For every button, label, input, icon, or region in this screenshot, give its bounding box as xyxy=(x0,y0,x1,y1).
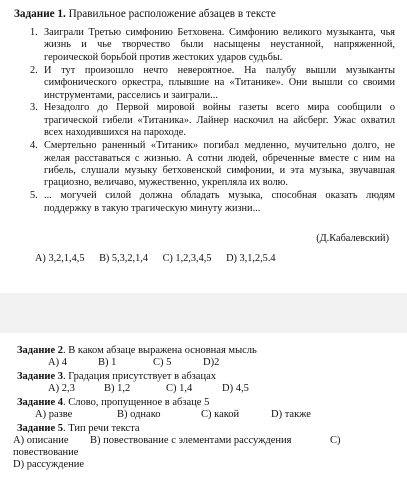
task3-title xyxy=(17,371,216,383)
task4-option-b: B) однако xyxy=(117,409,161,420)
answer-option-b: B) 5,3,2,1,4 xyxy=(99,253,148,264)
task4-option-c: C) какой xyxy=(201,409,240,420)
tasks-2-5-card xyxy=(0,333,407,480)
task1-title-bold: Задание 1. xyxy=(14,8,66,20)
paragraph-3 xyxy=(30,102,395,139)
task2-option-d: D)2 xyxy=(203,357,220,368)
paragraph-text: Смертельно раненный «Титаник» погибал медленно, мучительно долго, не желая расставаться с жизнью. А сотни людей, обреченные вместе с ним на гибель, слушали музыку бетховенской симфонии, и эта музыка, звучавшая грациозно, величаво, мужественно, укрепляла их волю. xyxy=(44,140,395,189)
paragraph-text: Заиграли Третью симфонию Бетховена. Симфонию великого музыканта, чья жизнь и чье творчество были насыщены неустанной, напряженной, героической борьбой против жестоких ударов судьбы. xyxy=(44,27,395,63)
task4-title-rest: . Слово, пропущенное в абзаце 5 xyxy=(63,397,210,408)
task2-option-c: C) 5 xyxy=(153,357,172,368)
task5-title xyxy=(17,423,140,435)
paragraph-number: 3. xyxy=(30,102,38,114)
task3-option-b: B) 1,2 xyxy=(104,383,131,394)
task5-option-d: D) рассуждение xyxy=(13,459,85,470)
task5-option-a: A) описание xyxy=(13,435,69,446)
task5-options-line1 xyxy=(13,435,341,446)
task5-title-bold: Задание 5 xyxy=(17,423,63,434)
task3-title-bold: Задание 3 xyxy=(17,371,63,382)
paragraph-list xyxy=(30,27,395,216)
task1-title xyxy=(14,8,276,21)
task2-title-bold: Задание 2 xyxy=(17,345,63,356)
paragraph-2 xyxy=(30,65,395,102)
answer-option-c: C) 1,2,3,4,5 xyxy=(162,253,212,264)
section-gap xyxy=(0,293,407,333)
task5-option-c: C) xyxy=(330,435,341,446)
paragraph-1 xyxy=(30,27,395,64)
task2-title xyxy=(17,345,257,357)
task4-option-d: D) также xyxy=(271,409,311,420)
task3-title-rest: . Градация присутствует в абзацах xyxy=(63,371,216,382)
paragraph-number: 2. xyxy=(30,64,38,76)
task3-option-a: A) 2,3 xyxy=(48,383,75,394)
task3-option-c: C) 1,4 xyxy=(166,383,193,394)
paragraph-number: 1. xyxy=(30,27,38,38)
task3-options xyxy=(48,383,249,394)
task5-title-rest: . Тип речи текста xyxy=(63,423,140,434)
paragraph-text: Незадолго до Первой мировой войны газеты всего мира сообщили о трагической гибели «Титаника». Лайнер наскочил на айсберг. Ужас охватил всех находившихся на пароходе. xyxy=(44,102,395,139)
task2-option-b: B) 1 xyxy=(98,357,117,368)
task4-title xyxy=(17,397,209,409)
task4-title-bold: Задание 4 xyxy=(17,397,63,408)
author-credit: (Д.Кабалевский) xyxy=(316,233,389,244)
task5-option-b: B) повествование с элементами рассуждения xyxy=(90,435,292,446)
task1-answer-options xyxy=(35,253,288,264)
task4-options xyxy=(35,409,311,420)
paragraph-number: 5. xyxy=(30,190,38,202)
answer-option-a: A) 3,2,1,4,5 xyxy=(35,253,85,264)
task2-title-rest: . В каком абзаце выражена основная мысль xyxy=(63,345,257,356)
task4-option-a: A) разве xyxy=(35,409,73,420)
paragraph-4 xyxy=(30,140,395,190)
task3-option-d: D) 4,5 xyxy=(222,383,249,394)
answer-option-d: D) 3,1,2,5.4 xyxy=(226,253,276,264)
paragraph-text: ... могучей силой должна обладать музыка, способная оказать людям поддержку в такую трагическую минуту жизни... xyxy=(44,190,395,214)
task1-title-rest: Правильное расположение абзацев в тексте xyxy=(65,8,276,20)
paragraph-number: 4. xyxy=(30,140,38,152)
paragraph-text: И тут произошло нечто невероятное. На палубу вышли музыканты симфонического оркестра, плывшие на «Титанике». Они вышли со своими инструментами, расселись и заиграли... xyxy=(44,64,395,101)
task2-option-a: A) 4 xyxy=(48,357,67,368)
task2-options xyxy=(48,357,219,368)
paragraph-5 xyxy=(30,190,395,215)
task5-option-c-continued: повествование xyxy=(13,447,79,458)
